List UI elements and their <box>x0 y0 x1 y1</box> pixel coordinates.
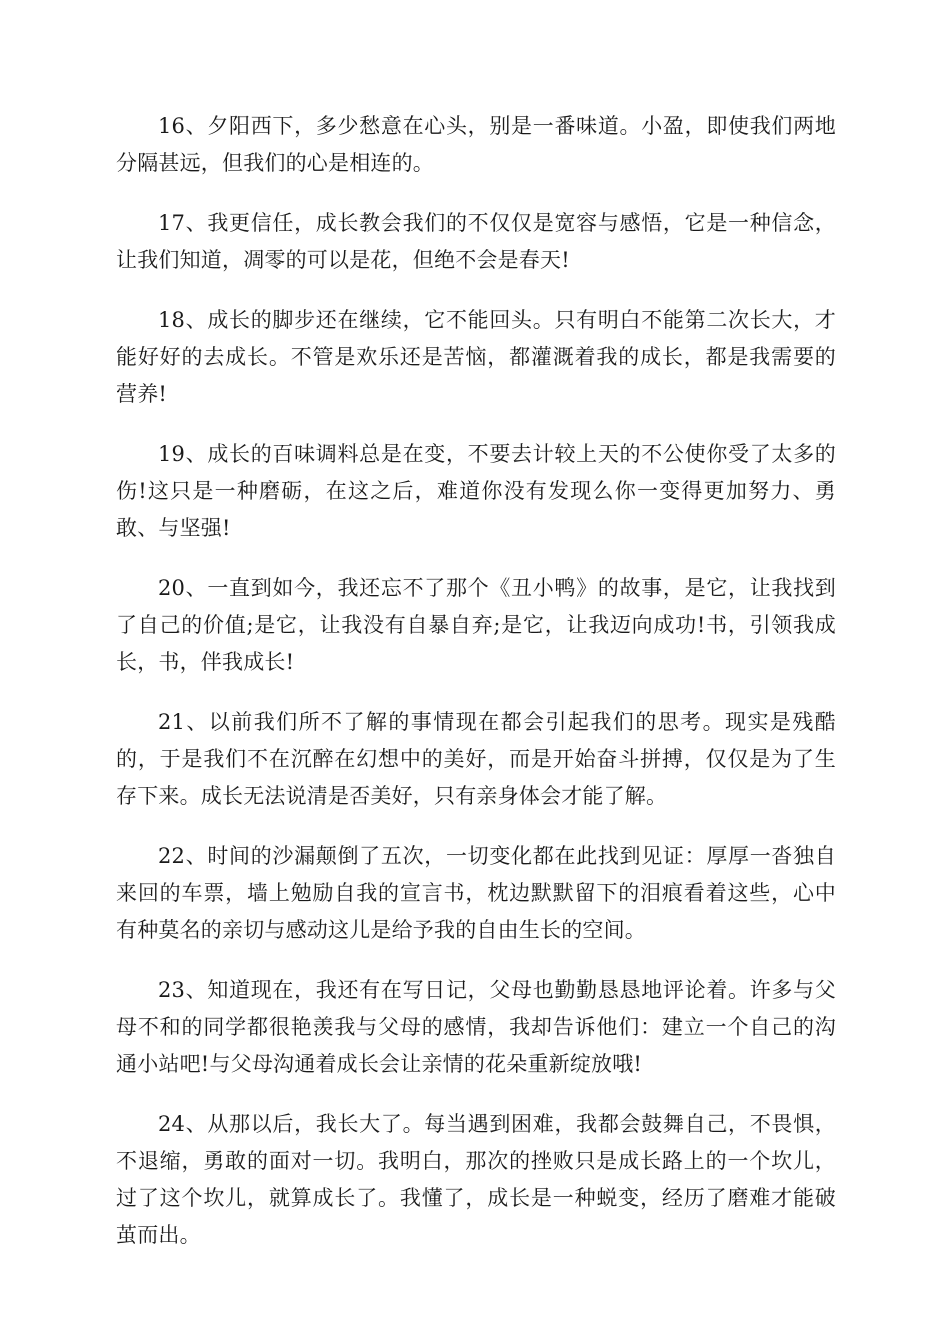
paragraph-20: 20、一直到如今，我还忘不了那个《丑小鸭》的故事，是它，让我找到了自己的价值;是它，让我没有自暴自弃;是它，让我迈向成功!书，引领我成长，书，伴我成长! <box>116 576 836 674</box>
paragraph-19: 19、成长的百味调料总是在变，不要去计较上天的不公使你受了太多的伤!这只是一种磨砺，在这之后，难道你没有发现么你一变得更加努力、勇敢、与坚强! <box>116 442 836 540</box>
paragraph-21: 21、以前我们所不了解的事情现在都会引起我们的思考。现实是残酷的，于是我们不在沉醉在幻想中的美好，而是开始奋斗拼搏，仅仅是为了生存下来。成长无法说清是否美好，只有亲身体会才能了解。 <box>116 710 836 808</box>
paragraph-18: 18、成长的脚步还在继续，它不能回头。只有明白不能第二次长大，才能好好的去成长。不管是欢乐还是苦恼，都灌溉着我的成长，都是我需要的营养! <box>116 308 836 406</box>
paragraph-24: 24、从那以后，我长大了。每当遇到困难，我都会鼓舞自己，不畏惧，不退缩，勇敢的面对一切。我明白，那次的挫败只是成长路上的一个坎儿，过了这个坎儿，就算成长了。我懂了，成长是一种蜕变，经历了磨难才能破茧而出。 <box>116 1112 836 1247</box>
document-body <box>116 108 836 1277</box>
paragraph-23: 23、知道现在，我还有在写日记，父母也勤勤恳恳地评论着。许多与父母不和的同学都很艳羡我与父母的感情，我却告诉他们：建立一个自己的沟通小站吧!与父母沟通着成长会让亲情的花朵重新绽放哦! <box>116 978 836 1076</box>
paragraph-17: 17、我更信任，成长教会我们的不仅仅是宽容与感悟，它是一种信念，让我们知道，凋零的可以是花，但绝不会是春天! <box>116 211 836 272</box>
paragraph-22: 22、时间的沙漏颠倒了五次，一切变化都在此找到见证：厚厚一沓独自来回的车票，墙上勉励自我的宣言书，枕边默默留下的泪痕看着这些，心中有种莫名的亲切与感动这儿是给予我的自由生长的空间。 <box>116 844 836 942</box>
paragraph-16: 16、夕阳西下，多少愁意在心头，别是一番味道。小盈，即使我们两地分隔甚远，但我们的心是相连的。 <box>116 114 836 175</box>
